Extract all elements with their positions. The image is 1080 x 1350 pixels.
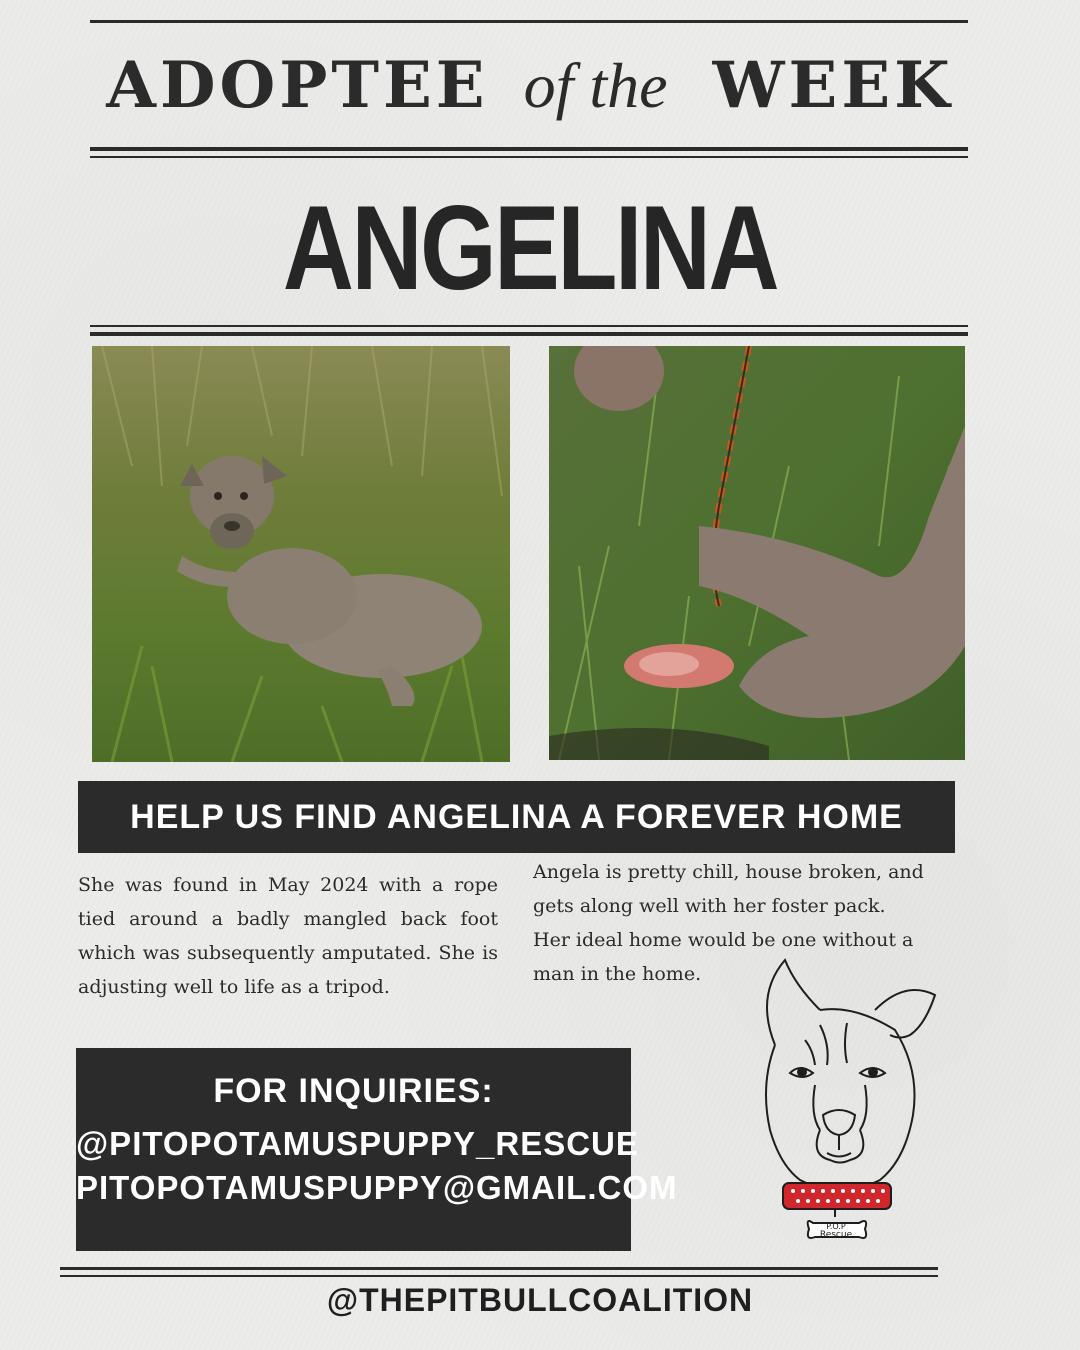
masthead-of-the: of the bbox=[523, 49, 668, 121]
bottom-rule-top bbox=[60, 1267, 938, 1270]
dog-collar bbox=[783, 1183, 891, 1209]
dog-left-ear bbox=[767, 960, 820, 1045]
masthead-week: WEEK bbox=[712, 48, 954, 123]
logo-line1: P.O.P bbox=[826, 1222, 846, 1231]
story-left-paragraph: She was found in May 2024 with a rope tied around a badly mangled back foot which was subsequently amputated. She is adjusting well to life as a tripod. bbox=[78, 874, 498, 998]
dog-right-ear bbox=[875, 990, 935, 1038]
story-right-paragraph: Angela is pretty chill, house broken, and gets along well with her foster pack. Her ideal home would be one without a man in the home. bbox=[533, 861, 924, 985]
top-rule bbox=[90, 20, 968, 23]
name-rule-top bbox=[90, 325, 968, 327]
inquiries-heading: FOR INQUIRIES: bbox=[213, 1072, 494, 1110]
masthead bbox=[90, 48, 970, 148]
instagram-handle[interactable]: @PITOPOTAMUSPUPPY_RESCUE bbox=[76, 1125, 639, 1162]
masthead-rule-top bbox=[90, 147, 968, 151]
footer-handle[interactable]: @THEPITBULLCOALITION bbox=[326, 1282, 754, 1318]
masthead-adoptee: ADOPTEE bbox=[106, 48, 489, 123]
masthead-rule-bottom bbox=[90, 156, 968, 158]
dog-lying-in-grass-photo bbox=[92, 346, 510, 762]
logo-line2: Rescue bbox=[819, 1230, 853, 1240]
email-address[interactable]: PITOPOTAMUSPUPPY@GMAIL.COM bbox=[76, 1169, 678, 1206]
amputated-leg-in-grass-photo bbox=[549, 346, 965, 760]
dog-name-headline: ANGELINA bbox=[282, 181, 778, 315]
name-rule-bottom bbox=[90, 332, 968, 336]
inquiries-box bbox=[76, 1048, 678, 1251]
forever-home-banner: HELP US FIND ANGELINA A FOREVER HOME bbox=[78, 781, 955, 853]
bottom-rule-bottom bbox=[60, 1275, 938, 1277]
pop-rescue-dog-logo bbox=[735, 955, 950, 1265]
